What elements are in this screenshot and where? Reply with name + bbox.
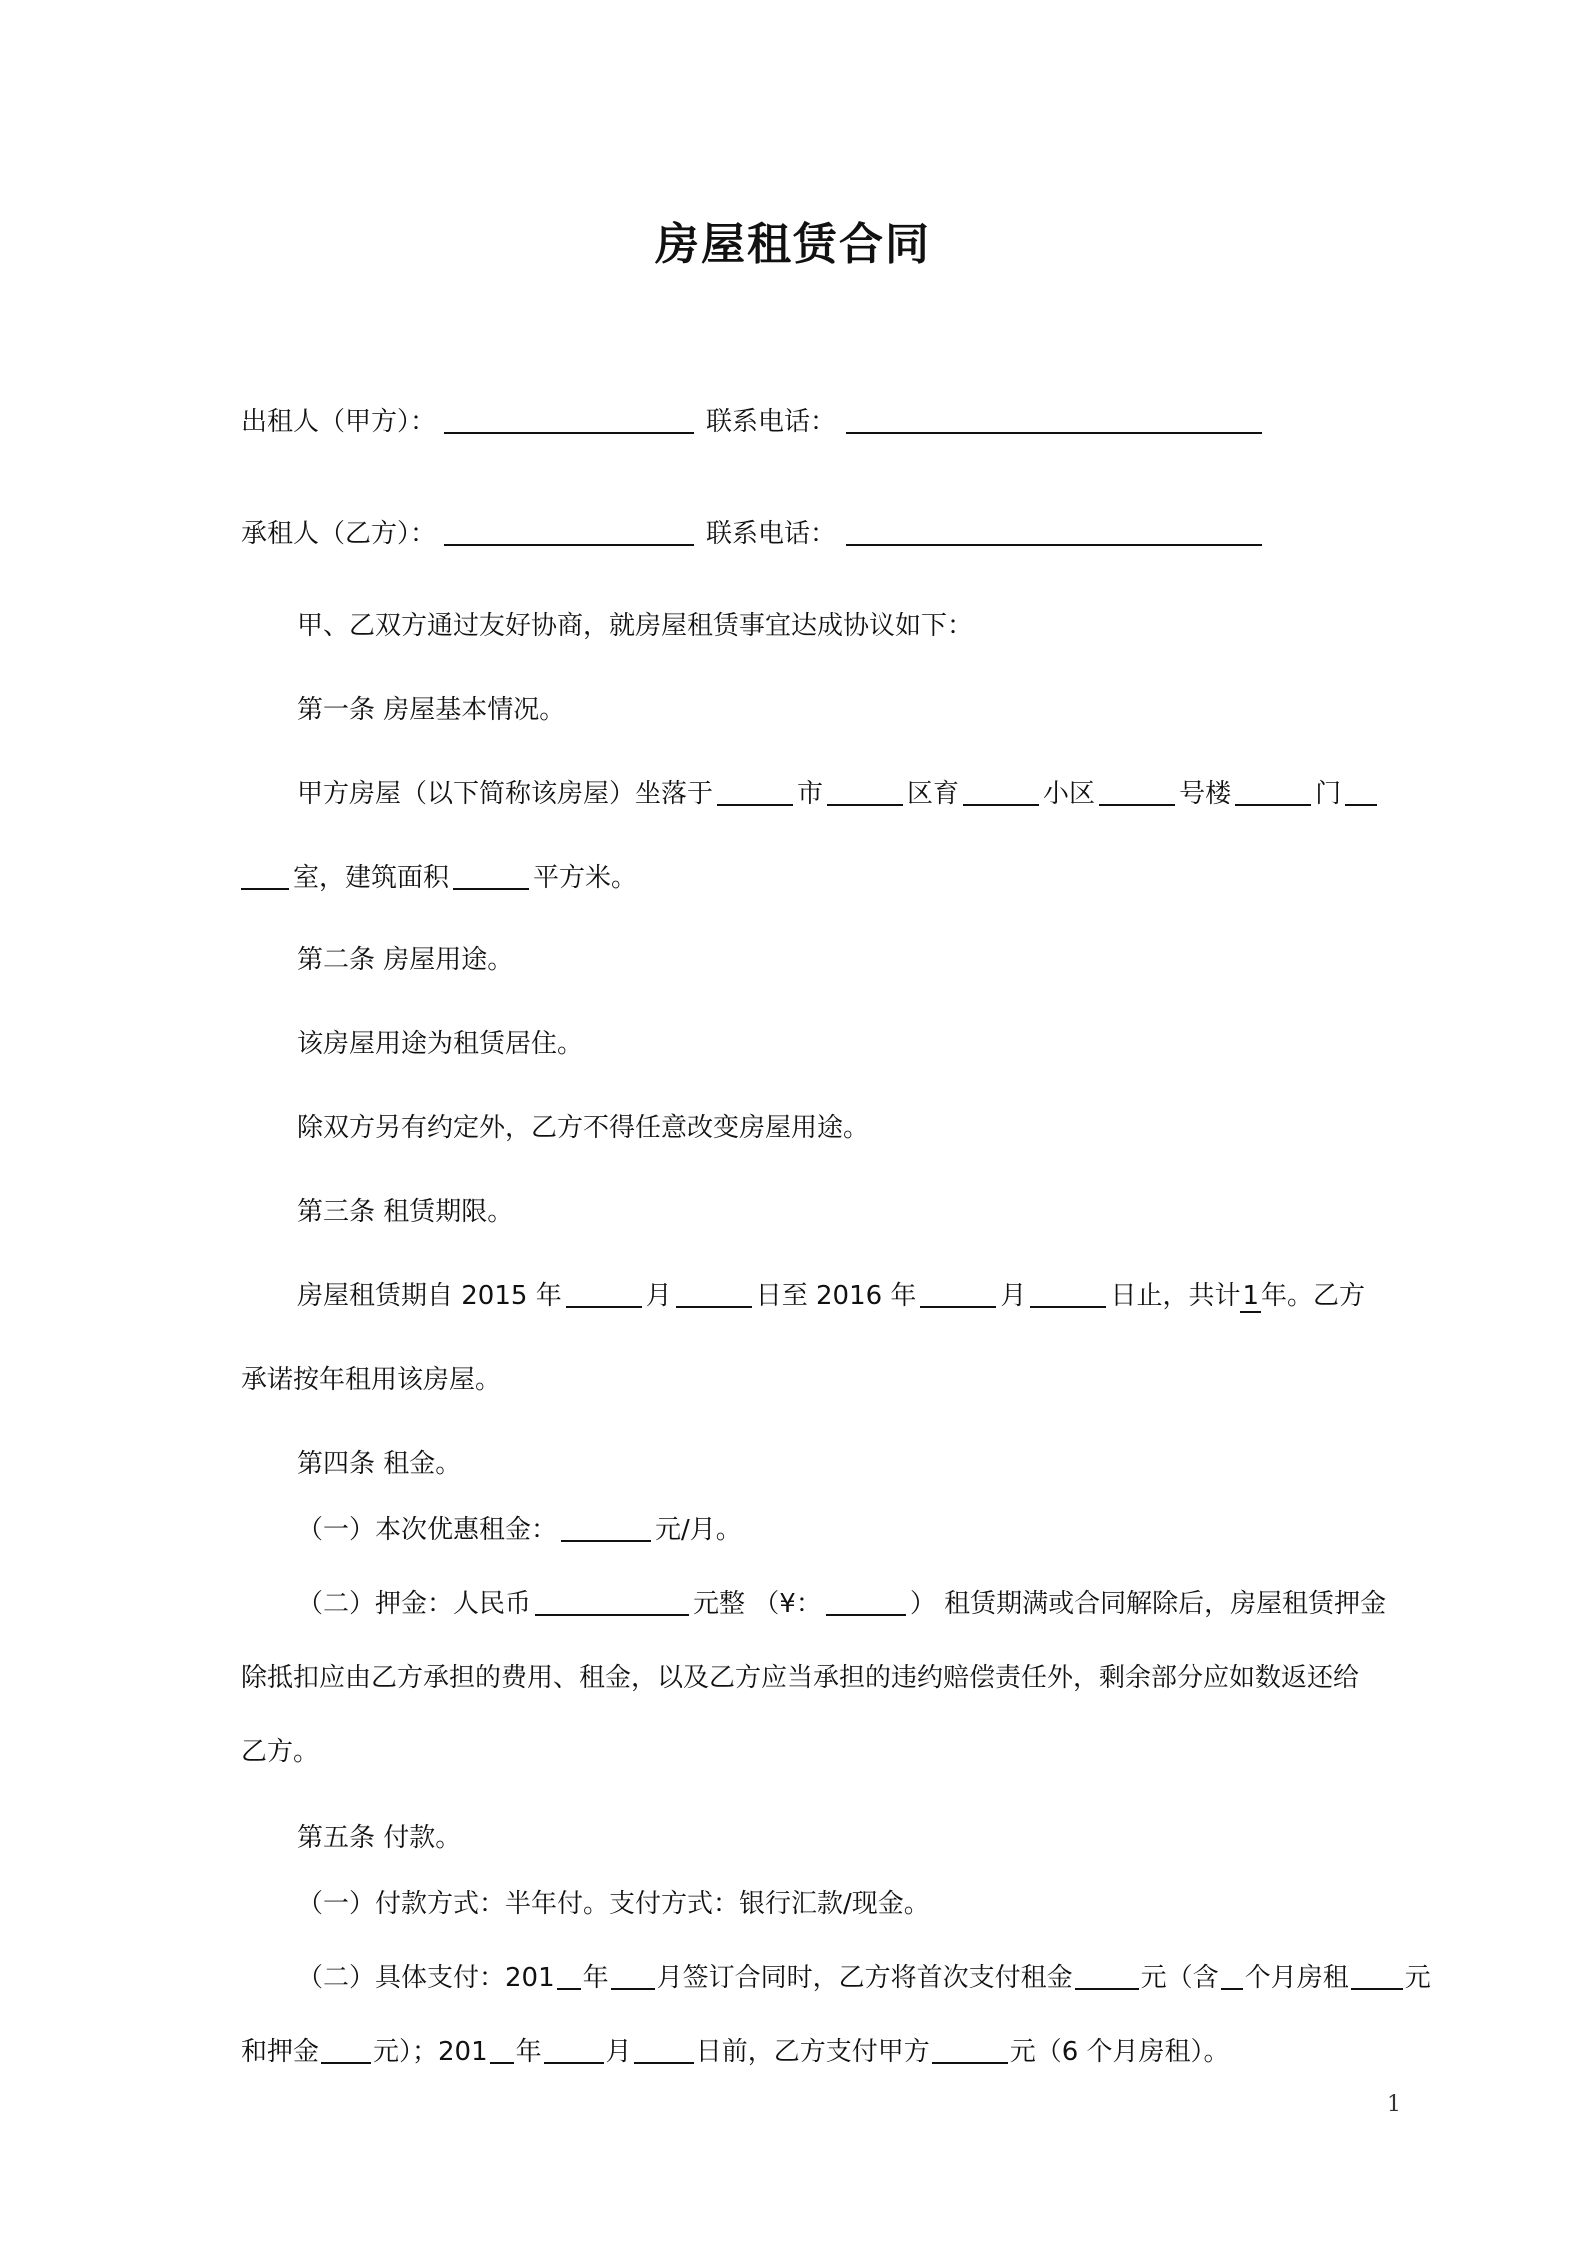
- article-2-heading: 第二条 房屋用途。: [297, 945, 514, 975]
- document-title: 房屋租赁合同: [655, 219, 931, 270]
- start-day-blank: [676, 1276, 752, 1308]
- payment-year-blank: [557, 1958, 581, 1990]
- article-2-paragraph-2: 除双方另有约定外，乙方不得任意改变房屋用途。: [297, 1113, 870, 1143]
- lessee-line: [241, 514, 1401, 554]
- address-lead-text: 甲方房屋（以下简称该房屋）坐落于: [297, 779, 714, 809]
- deposit-amount-blank: [826, 1584, 906, 1616]
- article-5-payment-line-2: [241, 2032, 1401, 2072]
- article-5-paragraph-1: （一）付款方式：半年付。支付方式：银行汇款/现金。: [297, 1889, 930, 1919]
- article-4-heading: 第四条 租金。: [297, 1449, 462, 1479]
- end-month-blank: [920, 1276, 996, 1308]
- district-blank: [827, 774, 903, 806]
- term-total-label: 日止，共计: [1110, 1281, 1241, 1311]
- term-tail-text: 年。乙方: [1261, 1281, 1366, 1311]
- second-payment-text: 日前，乙方支付甲方: [695, 2037, 930, 2067]
- deposit-included-blank: [321, 2032, 371, 2064]
- deposit-label: （二）押金：人民币: [297, 1589, 532, 1619]
- article-1-address-line: [297, 774, 1401, 814]
- start-month-label: 月: [645, 1281, 672, 1311]
- includes-label: 元（含: [1140, 1963, 1219, 1993]
- rent-unit: 元/月。: [655, 1515, 742, 1545]
- start-month-blank: [566, 1276, 642, 1308]
- second-payment-blank: [932, 2032, 1008, 2064]
- room-blank-start: [1345, 774, 1377, 806]
- lessee-phone-blank: [846, 514, 1262, 546]
- lessor-phone-label: 联系电话：: [706, 407, 837, 437]
- article-3-term-line: [297, 1276, 1401, 1316]
- lessee-label: 承租人（乙方）：: [241, 519, 437, 549]
- lessor-phone-blank: [846, 402, 1262, 434]
- second-month-unit: 月: [605, 2037, 632, 2067]
- intro-paragraph: 甲、乙双方通过友好协商，就房屋租赁事宜达成协议如下：: [297, 611, 974, 641]
- lessee-name-blank: [444, 514, 694, 546]
- city-blank: [717, 774, 793, 806]
- room-blank-end: [241, 858, 289, 890]
- end-day-blank: [1030, 1276, 1106, 1308]
- rent-blank: [561, 1510, 651, 1542]
- end-month-label: 月: [1000, 1281, 1027, 1311]
- second-month-blank: [544, 2032, 604, 2064]
- payment-year-label: （二）具体支付：201: [297, 1963, 555, 1993]
- first-payment-blank: [1075, 1958, 1139, 1990]
- second-year-unit: 年: [515, 2037, 542, 2067]
- deposit-words-blank: [535, 1584, 689, 1616]
- article-4-deposit-line: [297, 1584, 1401, 1624]
- lessee-phone-label: 联系电话：: [706, 519, 837, 549]
- first-payment-text: 月签订合同时，乙方将首次支付租金: [656, 1963, 1073, 1993]
- door-label: 门: [1315, 779, 1342, 809]
- estate-label: 小区: [1043, 779, 1096, 809]
- lessor-name-blank: [444, 402, 694, 434]
- article-5-heading: 第五条 付款。: [297, 1823, 462, 1853]
- area-unit: 平方米。: [533, 863, 638, 893]
- area-blank: [453, 858, 529, 890]
- lessor-line: [241, 402, 1401, 442]
- payment-year-unit: 年: [582, 1963, 609, 1993]
- article-1-heading: 第一条 房屋基本情况。: [297, 695, 566, 725]
- building-blank: [1099, 774, 1175, 806]
- page-number: 1: [1387, 2092, 1401, 2117]
- second-year-blank: [490, 2032, 514, 2064]
- article-5-payment-line: [297, 1958, 1431, 1998]
- lessor-label: 出租人（甲方）：: [241, 407, 437, 437]
- term-start-text: 房屋租赁期自 2015 年: [297, 1281, 562, 1311]
- article-1-area-line: [241, 858, 1401, 898]
- term-end-text: 日至 2016 年: [755, 1281, 917, 1311]
- term-years-value: 1: [1242, 1281, 1259, 1311]
- article-3-heading: 第三条 租赁期限。: [297, 1197, 514, 1227]
- article-4-paragraph-3: 除抵扣应由乙方承担的费用、租金，以及乙方应当承担的违约赔偿责任外，剩余部分应如数返还给: [241, 1663, 1360, 1693]
- estate-blank: [963, 774, 1039, 806]
- city-label: 市: [797, 779, 824, 809]
- article-4-paragraph-4: 乙方。: [241, 1737, 320, 1767]
- district-label: 区育: [907, 779, 960, 809]
- room-area-label: 室，建筑面积: [293, 863, 450, 893]
- rent-label: （一）本次优惠租金：: [297, 1515, 558, 1545]
- deposit-return-text: ） 租赁期满或合同解除后，房屋租赁押金: [909, 1589, 1387, 1619]
- deposit-included-label: 和押金: [241, 2037, 320, 2067]
- article-4-rent-line: [297, 1510, 1401, 1550]
- months-count-blank: [1221, 1958, 1243, 1990]
- second-day-blank: [634, 2032, 694, 2064]
- article-2-paragraph-1: 该房屋用途为租赁居住。: [297, 1029, 584, 1059]
- second-payment-unit: 元（6 个月房租）。: [1009, 2037, 1230, 2067]
- deposit-amount-label: 元整 （¥：: [693, 1589, 822, 1619]
- door-blank: [1235, 774, 1311, 806]
- rent-amount-blank: [1351, 1958, 1403, 1990]
- building-label: 号楼: [1179, 779, 1232, 809]
- rent-amount-unit: 元: [1404, 1963, 1431, 1993]
- months-rent-label: 个月房租: [1244, 1963, 1349, 1993]
- article-3-paragraph-2: 承诺按年租用该房屋。: [241, 1365, 502, 1395]
- payment-month-blank: [611, 1958, 655, 1990]
- second-payment-year-label: 元）；201: [373, 2037, 488, 2067]
